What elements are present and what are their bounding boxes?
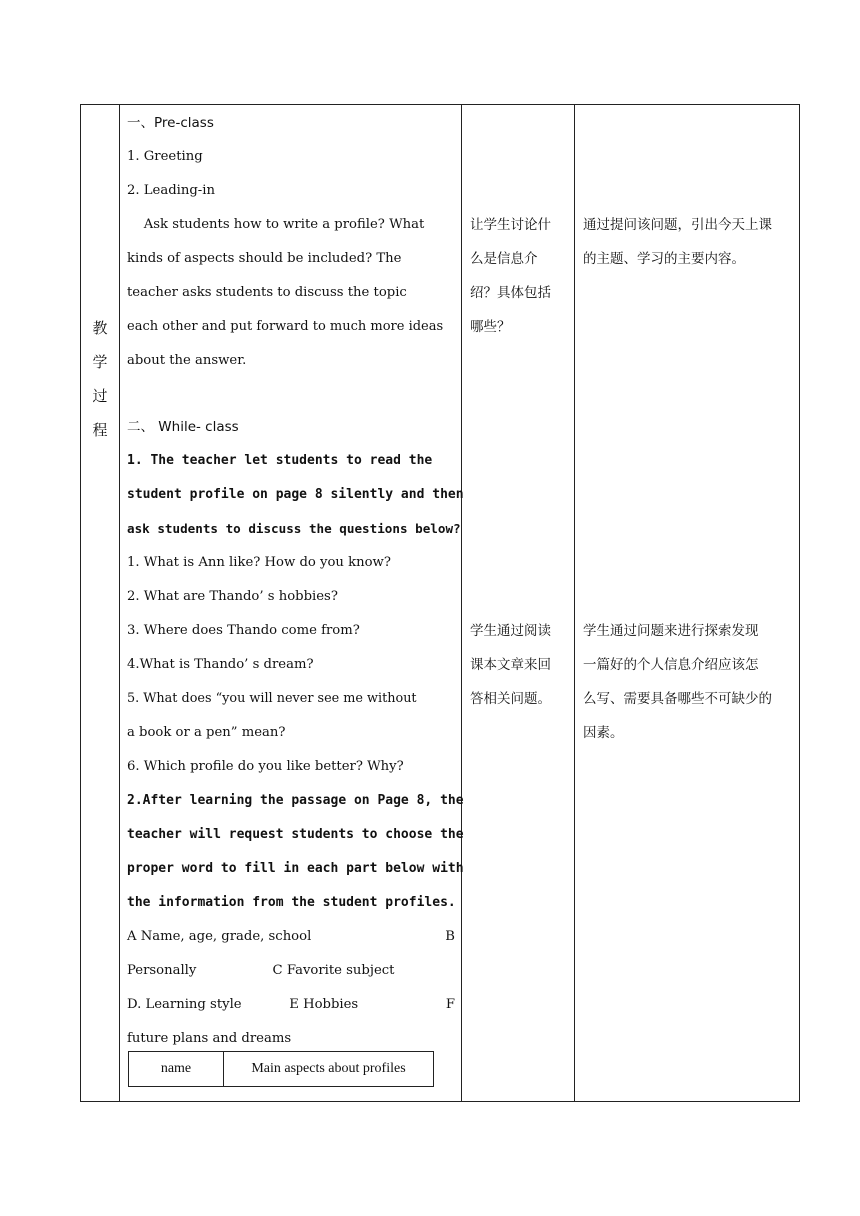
profile-aspects-table xyxy=(128,1051,434,1087)
design-intent-line: 一篇好的个人信息介绍应该怎 xyxy=(583,657,759,673)
leading-in-line: 2. Leading-in xyxy=(127,183,215,198)
pre-class-heading: 一、Pre-class xyxy=(127,115,214,131)
task2-line: the information from the student profiles. xyxy=(127,895,456,910)
design-intent-line: 学生通过问题来进行探索发现 xyxy=(583,623,759,639)
column-divider xyxy=(119,105,120,1101)
leading-in-text: teacher asks students to discuss the topic xyxy=(127,285,407,300)
stage-label-char: 过 xyxy=(92,387,108,405)
column-divider xyxy=(574,105,575,1101)
column-divider xyxy=(461,105,462,1101)
options-line xyxy=(127,961,394,981)
design-intent-line: 通过提问该问题，引出今天上课 xyxy=(583,217,772,233)
leading-in-text: Ask students how to write a profile? What xyxy=(127,217,425,232)
options-line xyxy=(127,927,455,947)
leading-in-text: about the answer. xyxy=(127,353,247,368)
student-activity-line: 答相关问题。 xyxy=(470,691,551,707)
task1-line: student profile on page 8 silently and then xyxy=(127,487,464,502)
question-line: 4.What is Thando’ s dream? xyxy=(127,657,314,672)
design-intent-line: 的主题、学习的主要内容。 xyxy=(583,251,745,267)
option-text: E Hobbies xyxy=(289,997,359,1012)
task2-line: 2.After learning the passage on Page 8, the xyxy=(127,793,464,808)
student-activity-line: 课本文章来回 xyxy=(470,657,551,673)
lesson-table xyxy=(80,104,800,1102)
design-intent-line: 因素。 xyxy=(583,725,624,741)
leading-in-text: each other and put forward to much more ideas xyxy=(127,319,444,334)
question-line: 2. What are Thando’ s hobbies? xyxy=(127,589,338,604)
question-line: 5. What does “you will never see me without xyxy=(127,691,417,706)
leading-in-text: kinds of aspects should be included? The xyxy=(127,251,402,266)
task2-line: proper word to fill in each part below with xyxy=(127,861,464,876)
stage-label-char: 程 xyxy=(92,421,108,439)
task1-line: ask students to discuss the questions below? xyxy=(127,521,461,536)
question-line: 3. Where does Thando come from? xyxy=(127,623,360,638)
greeting-line: 1. Greeting xyxy=(127,149,203,164)
stage-label-char: 学 xyxy=(92,353,108,371)
options-line: future plans and dreams xyxy=(127,1031,292,1046)
while-class-heading: 二、 While- class xyxy=(127,419,239,435)
question-line: 1. What is Ann like? How do you know? xyxy=(127,555,391,570)
stage-label-cell xyxy=(81,105,119,1101)
stage-label-char: 教 xyxy=(92,319,108,337)
inner-table-cell: Main aspects about profiles xyxy=(251,1061,406,1076)
design-intent-line: 么写、需要具备哪些不可缺少的 xyxy=(583,691,772,707)
student-activity-line: 让学生讨论什 xyxy=(470,217,551,233)
student-activity-line: 绍？具体包括 xyxy=(470,285,551,301)
option-text: A Name, age, grade, school xyxy=(127,929,312,944)
student-activity-line: 么是信息介 xyxy=(470,251,538,267)
option-text: C Favorite subject xyxy=(272,963,395,978)
option-text: F xyxy=(445,997,455,1012)
options-line xyxy=(127,995,455,1015)
task1-line: 1. The teacher let students to read the xyxy=(127,453,433,468)
option-text: B xyxy=(445,929,455,944)
task2-line: teacher will request students to choose the xyxy=(127,827,464,842)
option-text: D. Learning style xyxy=(127,997,242,1012)
option-text: Personally xyxy=(127,963,197,978)
question-line: 6. Which profile do you like better? Why? xyxy=(127,759,404,774)
inner-table-cell: name xyxy=(129,1052,224,1086)
student-activity-line: 学生通过阅读 xyxy=(470,623,551,639)
student-activity-line: 哪些？ xyxy=(470,319,511,335)
question-line: a book or a pen” mean? xyxy=(127,725,286,740)
